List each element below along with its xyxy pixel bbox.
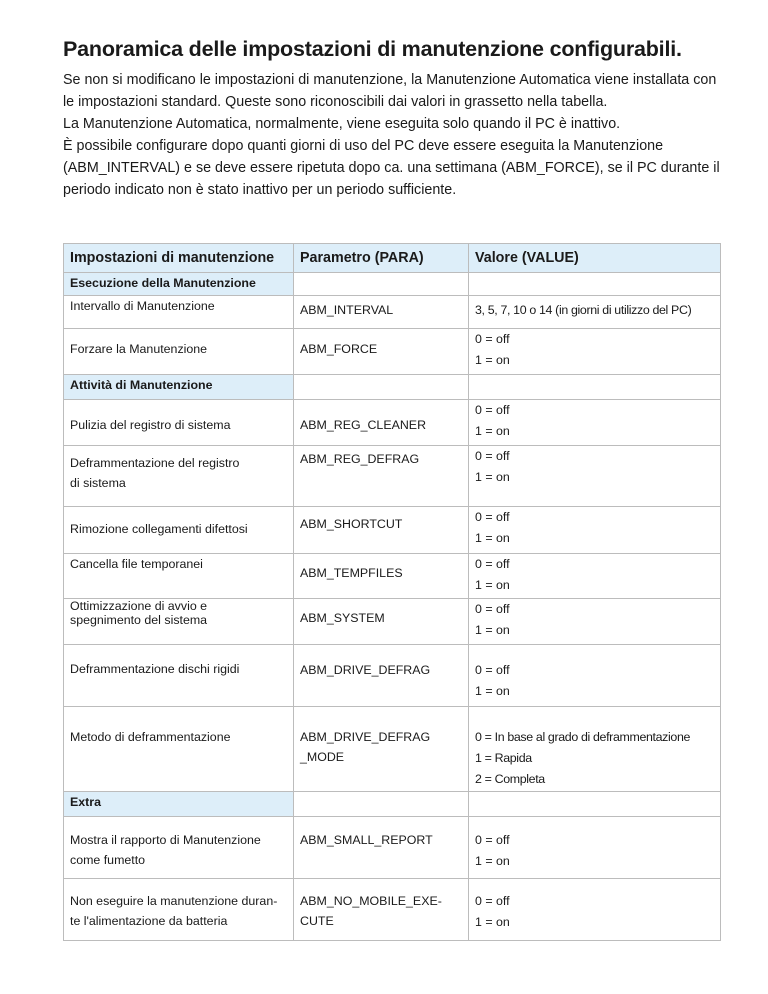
parameter-text: ABM_REG_DEFRAG	[300, 452, 420, 466]
setting-text: Metodo di deframmentazione	[70, 730, 231, 744]
parameter-text: ABM_TEMPFILES	[300, 566, 403, 580]
parameter-cell	[294, 446, 469, 507]
section-blank-cell	[469, 375, 721, 400]
table-row	[64, 507, 721, 554]
table-header-row	[64, 244, 721, 273]
setting-cell	[64, 554, 294, 599]
value-text: 1 = on	[475, 424, 510, 438]
header-param: Parametro (PARA)	[294, 244, 469, 273]
parameter-cell	[294, 400, 469, 446]
parameter-cell	[294, 817, 469, 879]
header-setting: Impostazioni di manutenzione	[64, 244, 294, 273]
setting-text: spegnimento del sistema	[70, 613, 208, 627]
header-value: Valore (VALUE)	[469, 244, 721, 273]
value-cell	[469, 296, 721, 329]
value-text: 0 = off	[475, 403, 510, 417]
table-row	[64, 645, 721, 707]
setting-cell	[64, 329, 294, 375]
parameter-cell	[294, 554, 469, 599]
value-text: 1 = on	[475, 915, 510, 929]
setting-text: Forzare la Manutenzione	[70, 342, 208, 356]
setting-cell	[64, 645, 294, 707]
setting-text: Rimozione collegamenti difettosi	[70, 522, 248, 536]
intro-paragraph: È possibile configurare dopo quanti giorni di uso del PC deve essere eseguita la Manutenzione (ABM_INTERVAL) e se deve essere ripetuta dopo ca. una settimana (ABM_FORCE), se il PC durante il periodo indicato non è stato inattivo per un periodo sufficiente.	[63, 138, 720, 198]
value-text: 0 = off	[475, 894, 510, 908]
intro-paragraph: La Manutenzione Automatica, normalmente, viene eseguita solo quando il PC è inattivo.	[63, 116, 621, 132]
value-text: 1 = on	[475, 470, 510, 484]
section-row	[64, 375, 721, 400]
section-row	[64, 792, 721, 817]
parameter-text: ABM_NO_MOBILE_EXE-	[300, 894, 442, 908]
section-title: Extra	[64, 792, 294, 817]
parameter-cell	[294, 507, 469, 554]
table-row	[64, 707, 721, 792]
setting-text: Pulizia del registro di sistema	[70, 418, 231, 432]
value-text: 0 = off	[475, 510, 510, 524]
parameter-cell	[294, 599, 469, 645]
parameter-text: ABM_REG_CLEANER	[300, 418, 427, 432]
parameter-text: ABM_DRIVE_DEFRAG	[300, 730, 431, 744]
setting-text: Mostra il rapporto di Manutenzione	[70, 833, 261, 847]
setting-text: Ottimizzazione di avvio e	[70, 599, 208, 613]
parameter-text: ABM_DRIVE_DEFRAG	[300, 663, 431, 677]
setting-cell	[64, 400, 294, 446]
maintenance-settings-table	[63, 243, 721, 941]
value-cell	[469, 446, 721, 507]
setting-text: Cancella file temporanei	[70, 557, 203, 571]
value-cell	[469, 554, 721, 599]
parameter-text: ABM_INTERVAL	[300, 303, 394, 317]
parameter-cell	[294, 707, 469, 792]
setting-cell	[64, 599, 294, 645]
parameter-cell	[294, 329, 469, 375]
value-text: 1 = on	[475, 684, 510, 698]
value-cell	[469, 400, 721, 446]
setting-text: di sistema	[70, 476, 126, 490]
setting-cell	[64, 296, 294, 329]
setting-text: Deframmentazione del registro	[70, 456, 240, 470]
value-text: 3, 5, 7, 10 o 14 (in giorni di utilizzo del PC)	[475, 303, 692, 317]
value-text: 0 = off	[475, 557, 510, 571]
setting-text: Intervallo di Manutenzione	[70, 299, 215, 313]
section-title: Attività di Manutenzione	[64, 375, 294, 400]
table-row	[64, 879, 721, 941]
setting-cell	[64, 817, 294, 879]
value-text: 0 = off	[475, 602, 510, 616]
value-text: 1 = on	[475, 623, 510, 637]
value-cell	[469, 599, 721, 645]
table-row	[64, 446, 721, 507]
parameter-text: ABM_SHORTCUT	[300, 517, 403, 531]
section-blank-cell	[294, 273, 469, 296]
parameter-cell	[294, 645, 469, 707]
value-text: 0 = off	[475, 332, 510, 346]
value-text: 0 = off	[475, 449, 510, 463]
parameter-text: CUTE	[300, 914, 334, 928]
parameter-text: _MODE	[300, 750, 345, 764]
value-cell	[469, 879, 721, 941]
value-text: 1 = Rapida	[475, 751, 532, 765]
setting-text: te l'alimentazione da batteria	[70, 914, 228, 928]
parameter-text: ABM_SYSTEM	[300, 611, 385, 625]
setting-text: come fumetto	[70, 853, 146, 867]
page-title: Panoramica delle impostazioni di manutenzione configurabili.	[63, 37, 682, 61]
setting-cell	[64, 707, 294, 792]
setting-cell	[64, 879, 294, 941]
value-text: 1 = on	[475, 531, 510, 545]
value-cell	[469, 507, 721, 554]
table-row	[64, 400, 721, 446]
intro-paragraph: Se non si modificano le impostazioni di manutenzione, la Manutenzione Automatica viene installata con le impostazioni standard. Queste sono riconoscibili dai valori in grassetto nella tabella.	[63, 72, 717, 110]
parameter-cell	[294, 296, 469, 329]
value-text: 0 = In base al grado di deframmentazione	[475, 730, 691, 744]
table-row	[64, 599, 721, 645]
table-row	[64, 296, 721, 329]
value-text: 1 = on	[475, 854, 510, 868]
intro-text	[63, 69, 723, 201]
table-row	[64, 329, 721, 375]
value-text: 0 = off	[475, 833, 510, 847]
value-cell	[469, 645, 721, 707]
section-title: Esecuzione della Manutenzione	[64, 273, 294, 296]
parameter-cell	[294, 879, 469, 941]
value-cell	[469, 329, 721, 375]
value-text: 2 = Completa	[475, 772, 545, 786]
setting-text: Non eseguire la manutenzione duran-	[70, 894, 278, 908]
parameter-text: ABM_FORCE	[300, 342, 378, 356]
table-row	[64, 554, 721, 599]
setting-cell	[64, 446, 294, 507]
value-cell	[469, 817, 721, 879]
setting-text: Deframmentazione dischi rigidi	[70, 662, 240, 676]
section-row	[64, 273, 721, 296]
section-blank-cell	[294, 375, 469, 400]
value-cell	[469, 707, 721, 792]
section-blank-cell	[294, 792, 469, 817]
value-text: 0 = off	[475, 663, 510, 677]
table-row	[64, 817, 721, 879]
table-body	[64, 273, 721, 941]
value-text: 1 = on	[475, 353, 510, 367]
section-blank-cell	[469, 273, 721, 296]
parameter-text: ABM_SMALL_REPORT	[300, 833, 433, 847]
setting-cell	[64, 507, 294, 554]
value-text: 1 = on	[475, 578, 510, 592]
section-blank-cell	[469, 792, 721, 817]
